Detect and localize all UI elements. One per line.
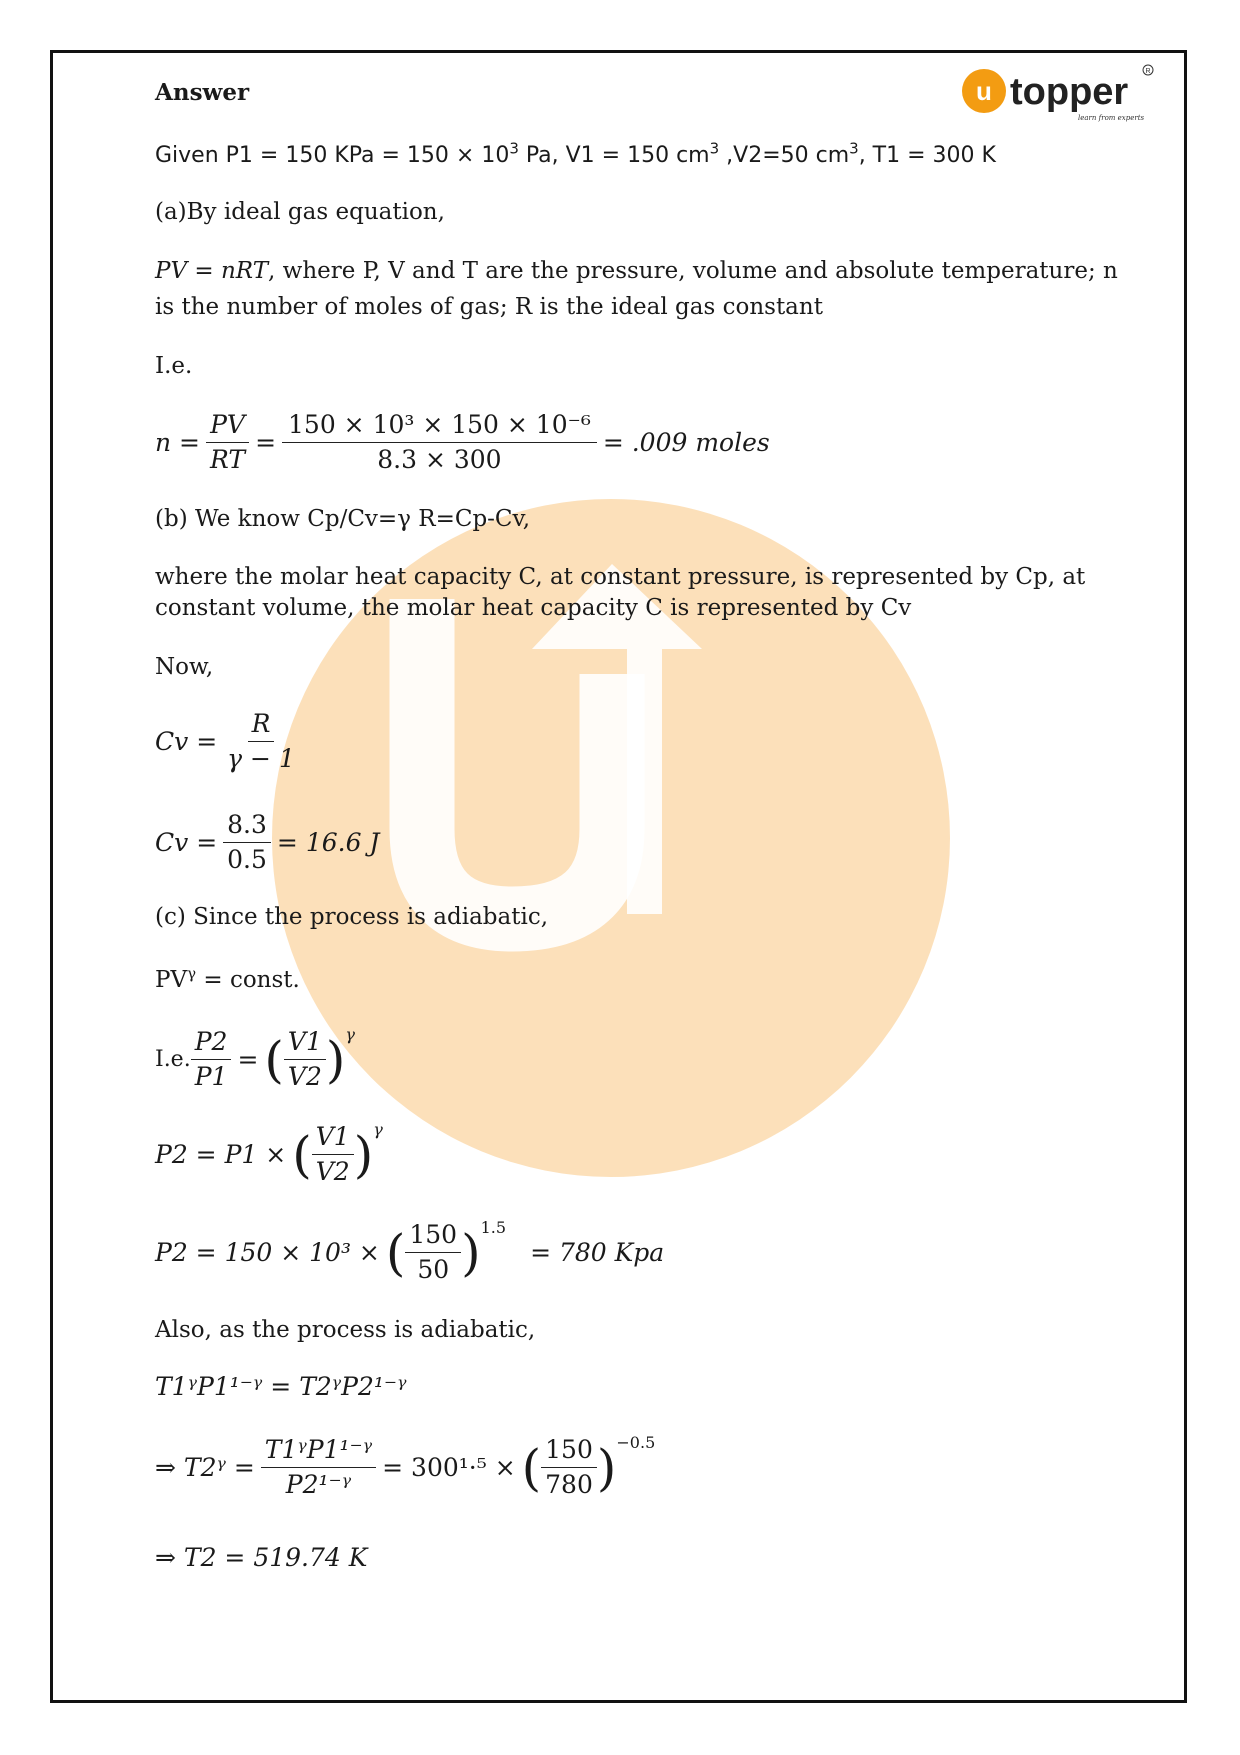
part-c-label: (c) Since the process is adiabatic, [155,904,549,930]
t2-final-answer: ⇒ T2 = 519.74 K [155,1543,368,1572]
molar-heat-desc-2: constant volume, the molar heat capacity C is represented by Cv [155,595,912,621]
p2-calculation: P2 = 150 × 10³ × ( $\frac{150}{50}$ ) 1.5 = 780 Kpa [155,1218,665,1284]
molar-heat-desc-1: where the molar heat capacity C, at constant pressure, is represented by Cp, at [155,564,1086,590]
temperature-relation: T1ᵞP1¹⁻ᵞ = T2ᵞP2¹⁻ᵞ [155,1372,407,1401]
moles-equation: n = $\frac{PV}{RT}$ = $\frac{\text{150 × 10³ × 150 × 10⁻⁶}}{8.3 \times 300}$ = .009 moles [155,410,770,474]
part-a-label: (a)By ideal gas equation, [155,199,445,225]
also-adiabatic: Also, as the process is adiabatic, [155,1317,536,1343]
brand-logo [958,62,1158,124]
now-label: Now, [155,654,214,680]
svg-text:learn from experts: learn from experts [1078,114,1145,122]
ideal-gas-description: is the number of moles of gas; R is the ideal gas constant [155,294,823,320]
answer-heading: Answer [155,79,250,106]
svg-text:topper: topper [1010,71,1129,113]
part-b-label: (b) We know Cp/Cv=γ R=Cp-Cv, [155,506,531,532]
p2-formula: P2 = P1 × ( $\frac{V1}{V2}$ ) γ [155,1120,383,1186]
pressure-ratio-equation: I.e. $\frac{P2}{P1}$ = ( $\frac{V1}{V2}$ ) γ [155,1025,355,1091]
cv-formula: Cv = $\frac{R}{\gamma - 1}$ [155,709,295,773]
t2-gamma-equation: ⇒ T2ᵞ = $\frac{\text{T1ᵞP1¹⁻ᵞ}}{\text{P2¹⁻ᵞ}}$ = 300¹·⁵ × ( $\frac{150}{780}$ ) −0.5 [155,1433,656,1499]
part-a-ie: I.e. [155,353,193,379]
cv-calculation: Cv = $\frac{8.3}{0.5}$ = 16.6 J [155,810,380,874]
svg-text:R: R [1145,68,1151,75]
adiabatic-relation: $PV^\gamma$ = const. [155,964,300,993]
svg-text:u: u [976,76,992,106]
ideal-gas-equation-line: PV = nRT, where P, V and T are the pressure, volume and absolute temperature; n [155,258,1118,284]
given-values: Given P1 = 150 KPa = $150 \times 10^3$ Pa, V1 = 150 $cm^3$ ,V2=50 $cm^3$, T1 = 300 K [155,139,996,168]
